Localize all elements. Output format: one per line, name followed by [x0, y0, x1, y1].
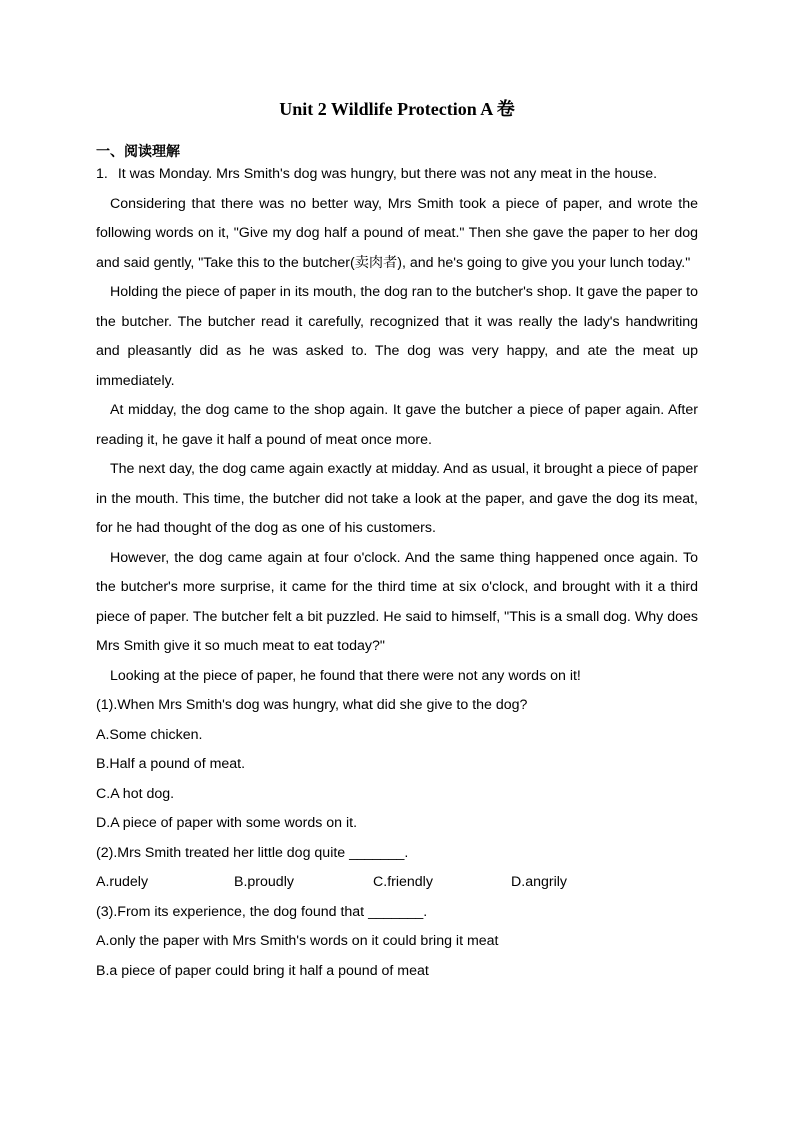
question-3-stem: (3).From its experience, the dog found that _______. — [96, 903, 428, 920]
passage-paragraph-2: Considering that there was no better way, Mrs Smith took a piece of paper, and wrote the following words on it, "Give my dog half a pound of meat." Then she gave the paper to her dog and said gently, "Take this to the butcher(卖肉者), and he's going to give you your lunch today." — [96, 195, 698, 271]
question-1-option-b: B.Half a pound of meat. — [96, 756, 246, 772]
passage-paragraph-4: At midday, the dog came to the shop again. It gave the butcher a piece of paper again. After reading it, he gave it half a pound of meat once more. — [96, 402, 698, 448]
passage-paragraph-3: Holding the piece of paper in its mouth, the dog ran to the butcher's shop. It gave the paper to the butcher. The butcher read it carefully, recognized that it was really the lady's handwriting and pleasantly did as he was asked to. The dog was very happy, and ate the meat up immediately. — [96, 284, 698, 389]
passage-paragraph-6: However, the dog came again at four o'clock. And the same thing happened once again. To the butcher's more surprise, it came for the third time at six o'clock, and brought with it a third piece of paper. The butcher felt a bit puzzled. He said to himself, "This is a small dog. Why does Mrs Smith give it so much meat to eat today?" — [96, 549, 698, 654]
passage-paragraph-7: Looking at the piece of paper, he found that there were not any words on it! — [110, 667, 581, 684]
question-number: 1. — [96, 166, 108, 182]
question-2-option-c: C.friendly — [373, 874, 433, 890]
question-2-option-d: D.angrily — [511, 874, 567, 890]
question-2-stem: (2).Mrs Smith treated her little dog quite _______. — [96, 844, 409, 861]
question-1-option-a: A.Some chicken. — [96, 726, 203, 743]
section-heading: 一、阅读理解 — [96, 144, 180, 160]
question-3-option-a: A.only the paper with Mrs Smith's words on it could bring it meat — [96, 933, 499, 949]
question-3-option-b: B.a piece of paper could bring it half a pound of meat — [96, 962, 429, 979]
question-2-option-a: A.rudely — [96, 874, 149, 890]
question-2-options — [96, 868, 698, 898]
passage-paragraph-1 — [96, 160, 698, 190]
question-1-stem: (1).When Mrs Smith's dog was hungry, what did she give to the dog? — [96, 697, 528, 713]
question-2-option-b: B.proudly — [234, 874, 294, 890]
question-body — [96, 160, 698, 986]
passage-paragraph-5: The next day, the dog came again exactly at midday. And as usual, it brought a piece of paper in the mouth. This time, the butcher did not take a look at the paper, and gave the dog its meat, for he had thought of the dog as one of his customers. — [96, 461, 698, 536]
passage-text-1: It was Monday. Mrs Smith's dog was hungry, but there was not any meat in the house. — [117, 166, 658, 182]
question-1-option-d: D.A piece of paper with some words on it. — [96, 815, 358, 831]
question-1-option-c: C.A hot dog. — [96, 785, 175, 802]
document-title: Unit 2 Wildlife Protection A 卷 — [279, 99, 515, 119]
